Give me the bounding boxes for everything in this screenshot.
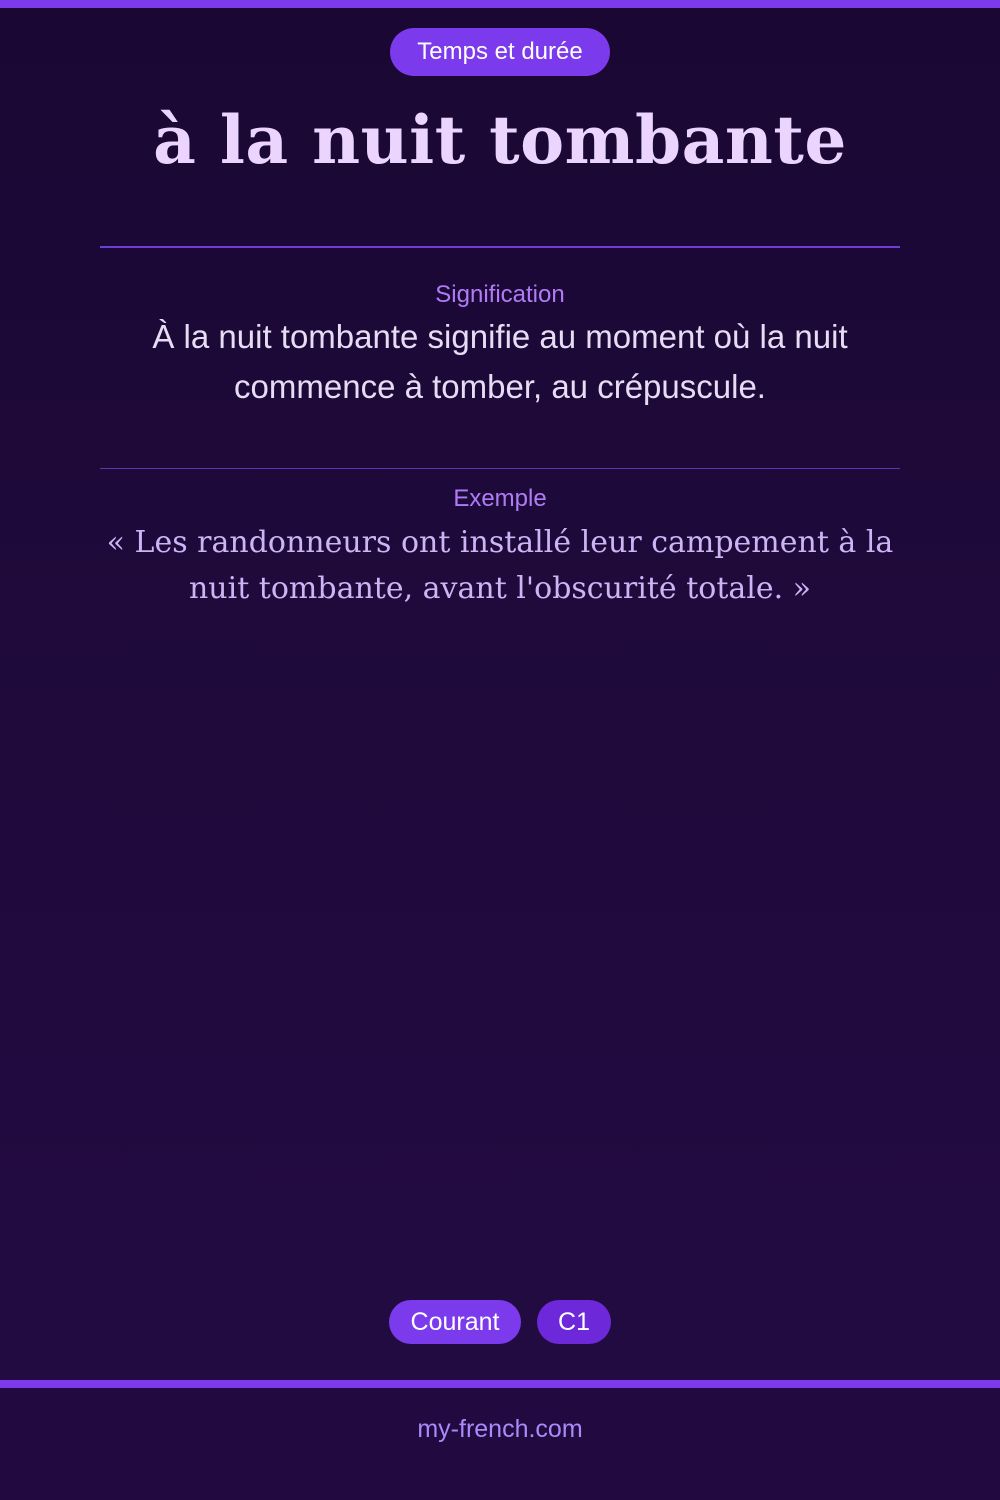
category-pill: Temps et durée xyxy=(390,28,610,76)
level-badge: C1 xyxy=(537,1300,611,1344)
bottom-accent-bar xyxy=(0,1380,1000,1388)
divider-middle xyxy=(100,468,900,469)
example-label: Exemple xyxy=(453,485,547,512)
expression-title: à la nuit tombante xyxy=(153,101,847,179)
example-text: « Les randonneurs ont installé leur campement à la nuit tombante, avant l'obscurité totale. » xyxy=(106,525,894,606)
footer-site-link[interactable]: my-french.com xyxy=(417,1415,583,1443)
meaning-text: À la nuit tombante signifie au moment où la nuit commence à tomber, au crépuscule. xyxy=(152,318,848,405)
top-accent-bar xyxy=(0,0,1000,8)
register-badge: Courant xyxy=(389,1300,521,1344)
meaning-label: Signification xyxy=(435,281,565,308)
badge-row xyxy=(0,1300,1000,1344)
divider-top xyxy=(100,246,900,248)
